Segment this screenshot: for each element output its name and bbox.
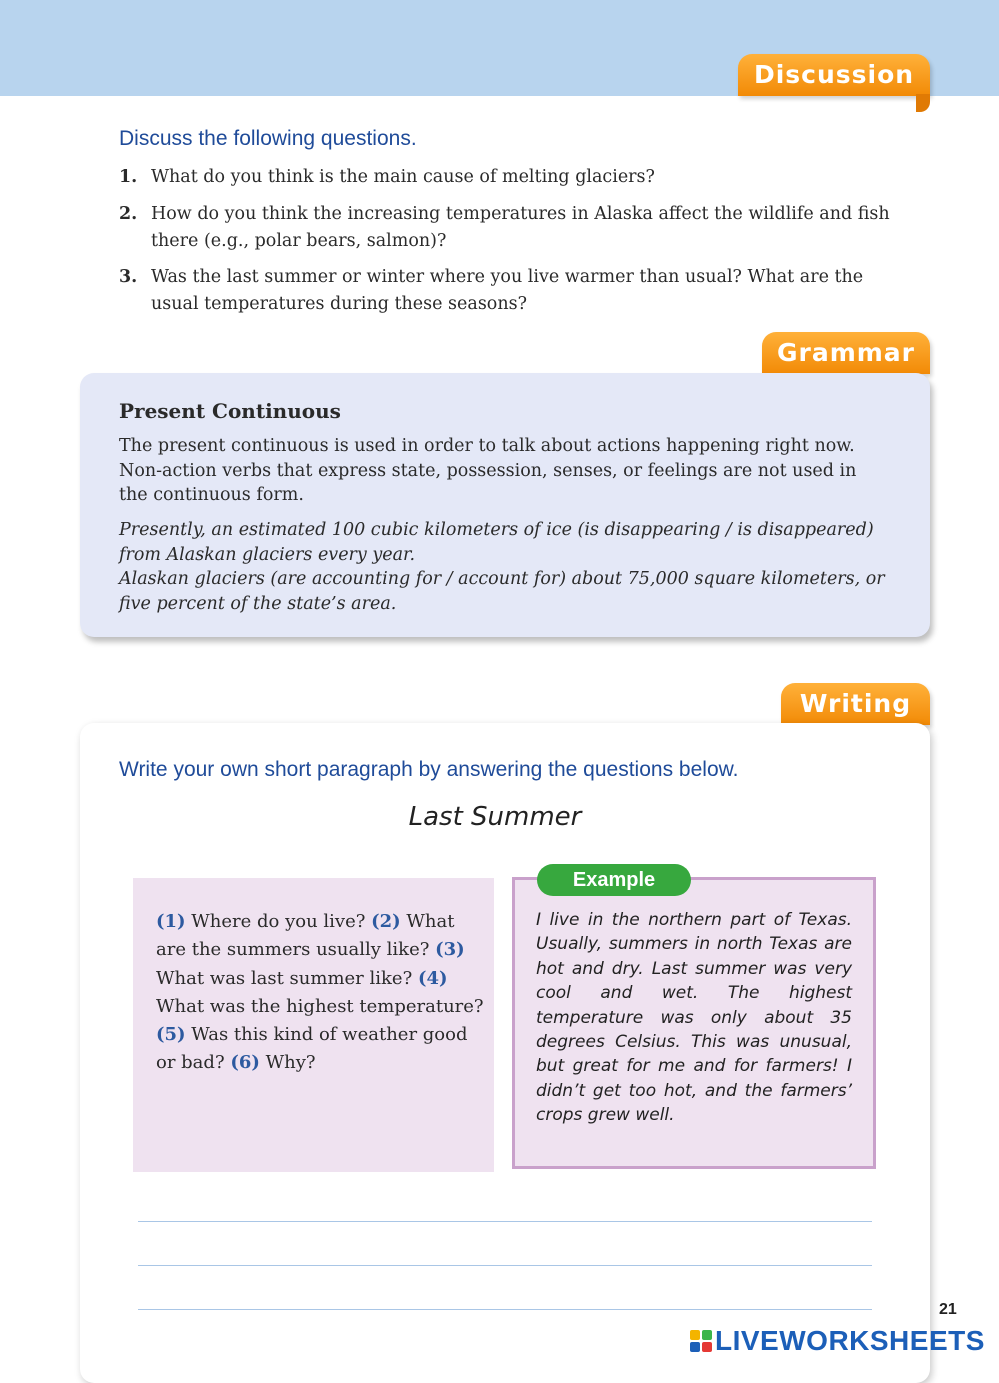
- answer-line-1[interactable]: [138, 1221, 872, 1222]
- tab-curl-decoration: [916, 94, 930, 112]
- prompt-number: (3): [435, 939, 465, 961]
- answer-line-3[interactable]: [138, 1309, 872, 1310]
- example-paragraph: I live in the northern part of Texas. Usually, summers in north Texas are hot and dry. Last summer was very cool and wet. The highest temperature was only about 35 degrees Celsius. This was unusual, but great for me and for farmers! I didn’t get too hot, and the farmers’ crops grew well.: [536, 910, 852, 1126]
- prompt-text: Was this kind of weather good or bad?: [156, 1024, 468, 1074]
- prompt-questions-box: [133, 878, 494, 1172]
- prompt-number: (1): [156, 911, 186, 932]
- prompt-questions: [156, 908, 486, 1078]
- question-text: Was the last summer or winter where you live warmer than usual? What are the usual temperatures during these seasons?: [151, 267, 864, 314]
- writing-heading: Write your own short paragraph by answering the questions below.: [119, 758, 739, 781]
- prompt-text: Where do you live?: [185, 911, 372, 932]
- grammar-example-2: Alaskan glaciers (are accounting for / account for) about 75,000 square kilometers, or five percent of the state’s area.: [119, 569, 885, 614]
- prompt-text: What was the highest temperature?: [156, 995, 484, 1017]
- grammar-box: [80, 373, 930, 637]
- tab-discussion: Discussion: [738, 54, 930, 96]
- prompt-number: (5): [156, 1024, 186, 1046]
- question-number: 1.: [119, 167, 138, 187]
- grammar-example-1: Presently, an estimated 100 cubic kilometers of ice (is disappearing / is disappeared) from Alaskan glaciers every year.: [119, 520, 874, 565]
- discussion-question-2: [119, 201, 911, 255]
- grammar-explanation: The present continuous is used in order to talk about actions happening right now. Non-action verbs that express state, possession, senses, or feelings are not used in the continuous form.: [119, 436, 857, 505]
- liveworksheets-brand[interactable]: [690, 1325, 985, 1357]
- tab-writing: Writing: [781, 683, 930, 725]
- paragraph-title: Last Summer: [408, 802, 582, 832]
- grammar-examples: [119, 518, 889, 616]
- prompt-number: (2): [371, 911, 401, 932]
- question-number: 3.: [119, 267, 138, 287]
- liveworksheets-logo-icon: [690, 1330, 712, 1352]
- tab-grammar: Grammar: [762, 332, 930, 374]
- question-text: What do you think is the main cause of melting glaciers?: [151, 167, 655, 187]
- discussion-question-1: [119, 164, 911, 191]
- answer-line-2[interactable]: [138, 1265, 872, 1266]
- prompt-text: What was last summer like?: [156, 967, 418, 989]
- example-badge: Example: [537, 864, 691, 896]
- prompt-number: (4): [417, 967, 448, 989]
- question-text: How do you think the increasing temperatures in Alaska affect the wildlife and fish there (e.g., polar bears, salmon)?: [151, 204, 890, 251]
- prompt-text: What are the summers usually like?: [156, 911, 455, 961]
- question-number: 2.: [119, 204, 138, 224]
- discussion-question-3: [119, 264, 911, 318]
- prompt-number: (6): [230, 1052, 260, 1074]
- page-number: 21: [939, 1301, 957, 1318]
- prompt-text: Why?: [259, 1052, 316, 1074]
- discussion-heading: Discuss the following questions.: [119, 127, 417, 150]
- example-box: [512, 877, 876, 1169]
- grammar-title: Present Continuous: [119, 399, 341, 423]
- brand-name: LIVEWORKSHEETS: [715, 1325, 985, 1356]
